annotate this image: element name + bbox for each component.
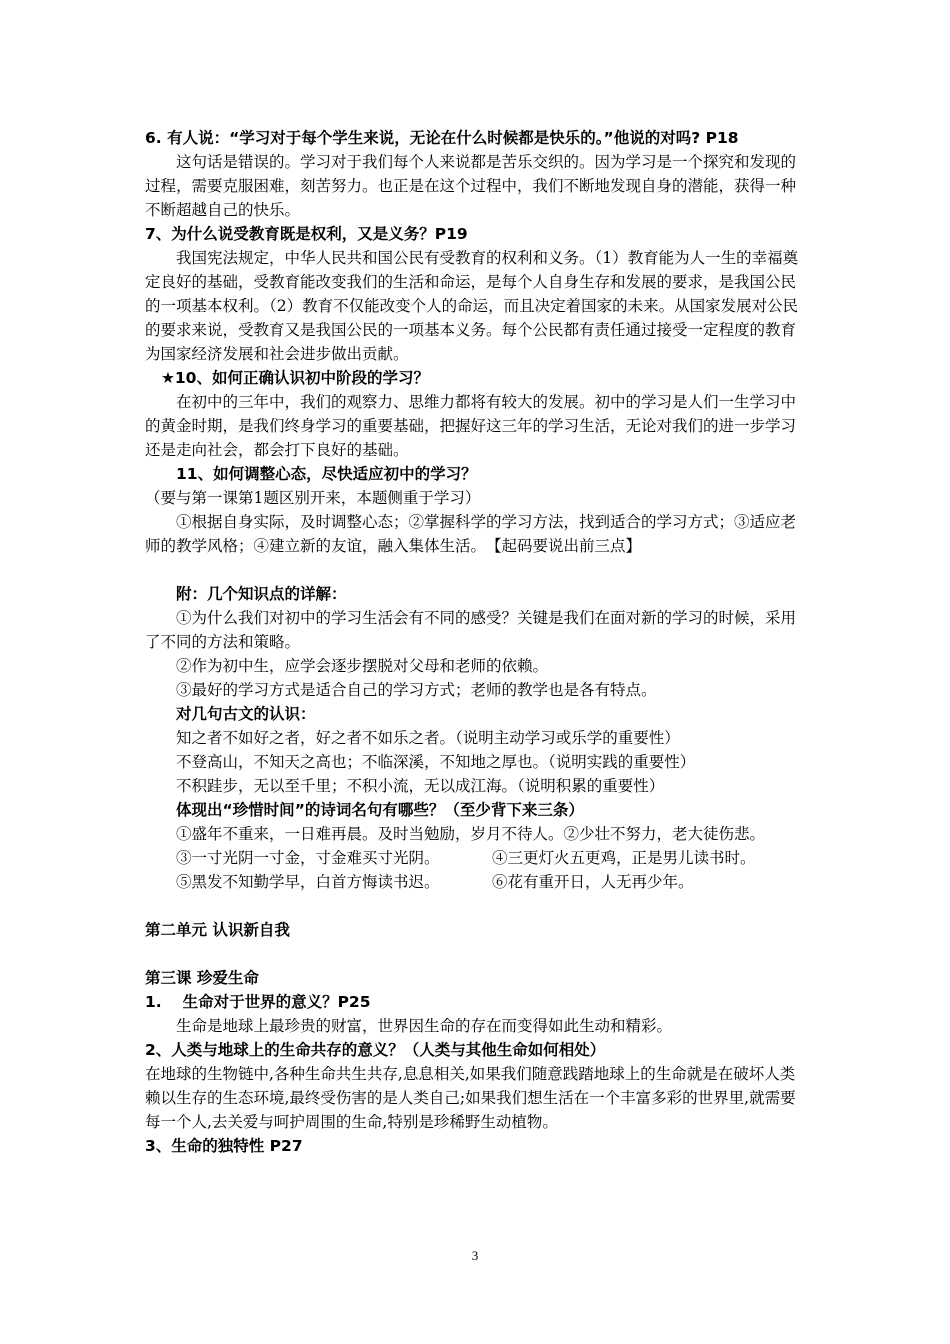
poem-item: ⑥花有重开日，人无再少年。: [492, 873, 694, 891]
appendix-heading: 附：几个知识点的详解：: [176, 585, 347, 603]
classics-item: 不登高山，不知天之高也；不临深溪，不知地之厚也。（说明实践的重要性）: [176, 753, 696, 771]
question-11-heading: [145, 462, 807, 510]
question-7-heading: 7、为什么说受教育既是权利，又是义务？P19: [145, 225, 468, 243]
appendix-item: ②作为初中生，应学会逐步摆脱对父母和老师的依赖。: [176, 657, 549, 675]
classics-item: 不积跬步，无以至千里；不积小流，无以成江海。（说明积累的重要性）: [176, 777, 665, 795]
lesson-title: 第三课 珍爱生命: [145, 969, 259, 987]
poems-line: [145, 846, 807, 870]
question-11-heading-bold: 11、如何调整心态，尽快适应初中的学习？: [176, 465, 477, 483]
lesson-q2-answer: 在地球的生物链中,各种生命共生共存,息息相关,如果我们随意践踏地球上的生命就是在破坏人类赖以生存的生态环境,最终受伤害的是人类自己;如果我们想生活在一个丰富多彩的世界里,就需要每一个人,去关爱与呵护周围的生命,特别是珍稀野生动植物。: [145, 1065, 796, 1131]
classics-heading: 对几句古文的认识：: [176, 705, 316, 723]
poems-heading: 体现出“珍惜时间”的诗词名句有哪些？（至少背下来三条）: [176, 801, 584, 819]
lesson-q2-heading: 2、人类与地球上的生命共存的意义？（人类与其他生命如何相处）: [145, 1041, 606, 1059]
page-number: 3: [471, 1248, 479, 1263]
classics-item: 知之者不如好之者，好之者不如乐之者。（说明主动学习或乐学的重要性）: [176, 729, 680, 747]
question-7-answer: 我国宪法规定，中华人民共和国公民有受教育的权利和义务。（1）教育能为人一生的幸福奠定良好的基础，受教育能改变我们的生活和命运，是每个人自身生存和发展的要求，是我国公民的一项基本权利。（2）教育不仅能改变个人的命运，而且决定着国家的未来。从国家发展对公民的要求来说，受教育又是我国公民的一项基本义务。每个公民都有责任通过接受一定程度的教育为国家经济发展和社会进步做出贡献。: [145, 249, 799, 363]
lesson-q1-heading: 1. 生命对于世界的意义？P25: [145, 993, 371, 1011]
question-11-answer: ①根据自身实际，及时调整心态；②掌握科学的学习方法，找到适合的学习方式；③适应老师的教学风格；④建立新的友谊，融入集体生活。 【起码要说出前三点】: [145, 513, 797, 555]
lesson-q1-answer: 生命是地球上最珍贵的财富，世界因生命的存在而变得如此生动和精彩。: [176, 1017, 673, 1035]
spacer: [145, 942, 807, 966]
appendix-item: ③最好的学习方式是适合自己的学习方式；老师的教学也是各有特点。: [176, 681, 657, 699]
lesson-q3-heading: 3、生命的独特性 P27: [145, 1137, 303, 1155]
poem-item: ⑤黑发不知勤学早，白首方悔读书迟。: [176, 873, 440, 891]
spacer: [145, 894, 807, 918]
poem-item: ③一寸光阴一寸金，寸金难买寸光阴。: [176, 849, 440, 867]
unit-title: 第二单元 认识新自我: [145, 921, 290, 939]
question-10-answer: 在初中的三年中，我们的观察力、思维力都将有较大的发展。初中的学习是人们一生学习中的黄金时期，是我们终身学习的重要基础，把握好这三年的学习生活，无论对我们的进一步学习还是走向社会，都会打下良好的基础。: [145, 393, 797, 459]
poems-line: ①盛年不重来，一日难再晨。及时当勉励，岁月不待人。②少壮不努力，老大徒伤悲。: [176, 825, 766, 843]
poem-item: ④三更灯火五更鸡，正是男儿读书时。: [492, 849, 756, 867]
poems-line: [145, 870, 807, 894]
question-6-heading: 6. 有人说：“学习对于每个学生来说，无论在什么时候都是快乐的。”他说的对吗? P18: [145, 129, 739, 147]
question-6-answer: 这句话是错误的。学习对于我们每个人来说都是苦乐交织的。因为学习是一个探究和发现的过程，需要克服困难，刻苦努力。也正是在这个过程中，我们不断地发现自身的潜能，获得一种不断超越自己的快乐。: [145, 153, 797, 219]
appendix-item: ①为什么我们对初中的学习生活会有不同的感受？关键是我们在面对新的学习的时候，采用了不同的方法和策略。: [145, 609, 797, 651]
spacer: [145, 558, 807, 582]
page-content: [145, 126, 807, 1158]
question-10-heading: ★10、如何正确认识初中阶段的学习？: [161, 369, 429, 387]
question-11-heading-note: （要与第一课第1题区别开来，本题侧重于学习）: [145, 489, 481, 507]
